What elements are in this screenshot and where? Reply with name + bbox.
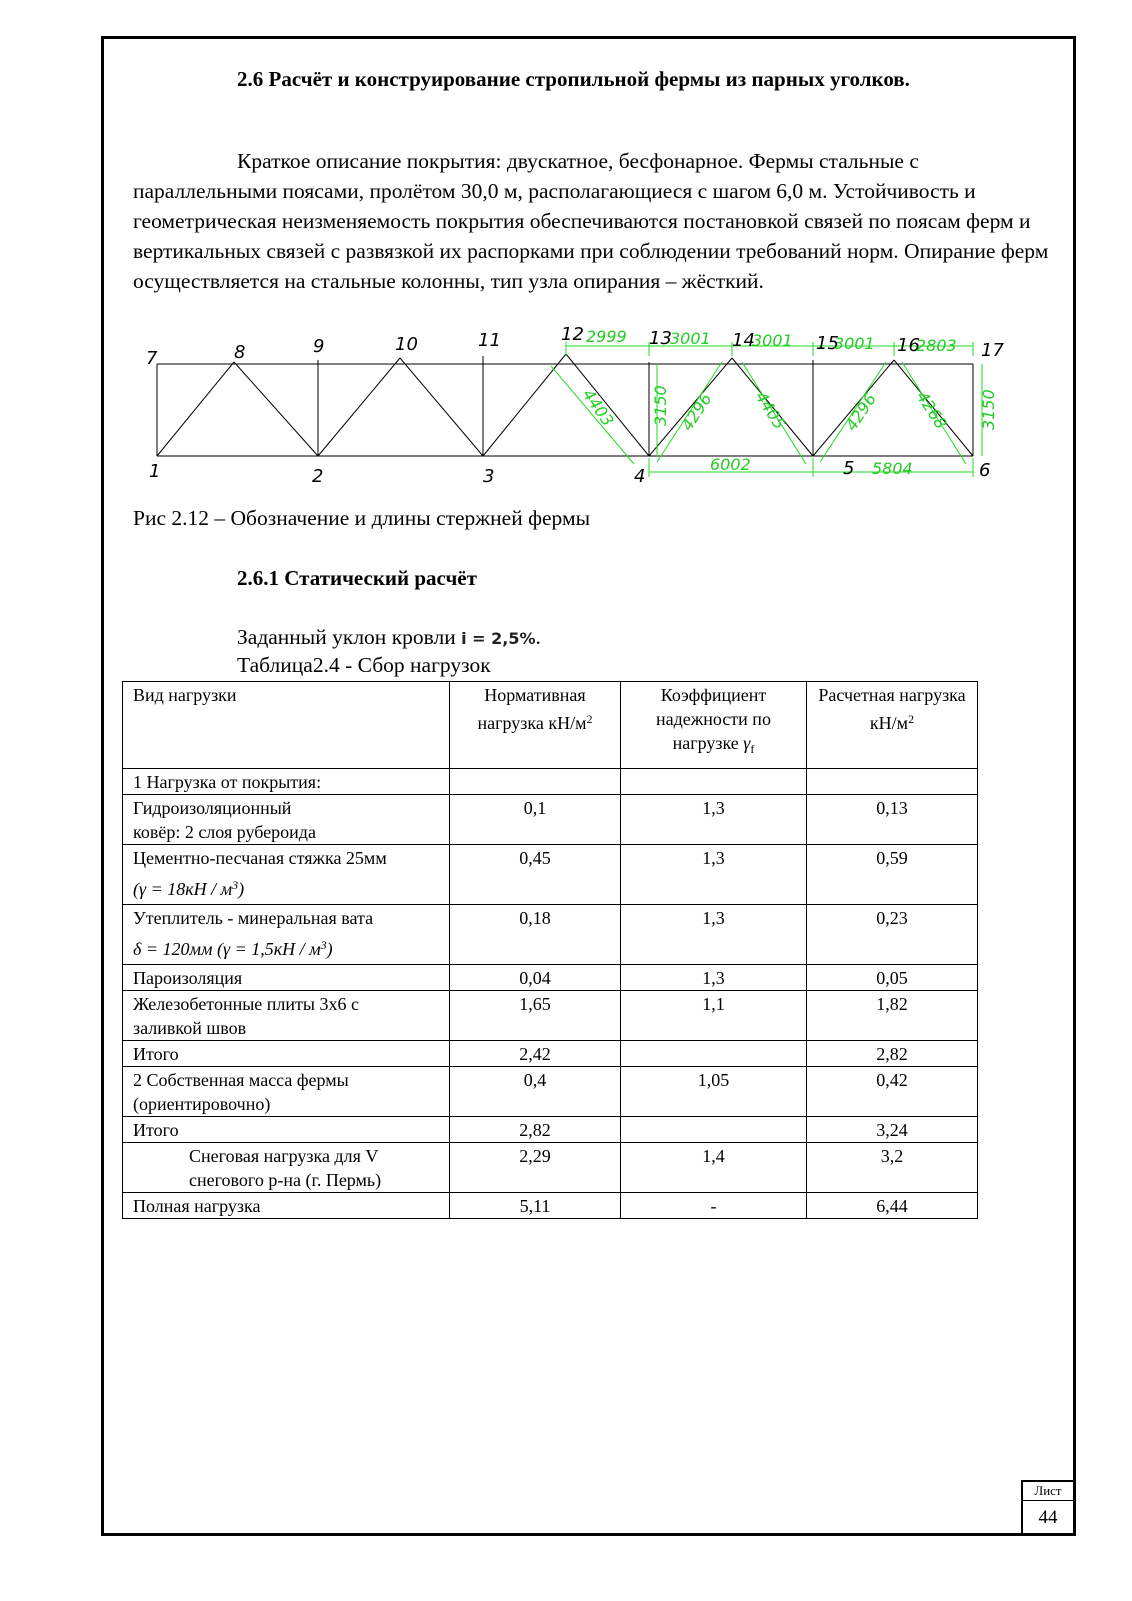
node-label: 6 (979, 460, 991, 481)
node-label: 7 (146, 348, 158, 369)
row-norm: 5,11 (450, 1193, 621, 1219)
node-label: 11 (478, 330, 501, 351)
row-calc: 0,59 (807, 845, 978, 905)
dimension-label: 3001 (670, 329, 711, 348)
row-coef (621, 1117, 807, 1143)
row-coef: 1,3 (621, 845, 807, 905)
node-label: 9 (313, 336, 325, 357)
intro-paragraph: Краткое описание покрытия: двускатное, бесфонарное. Фермы стальные с параллельными поясами, пролётом 30,0 м, располагающиеся с шагом 6,0 м. Устойчивость и геометрическая неизменяемость покрытия обеспечиваются постановкой связей по поясам ферм и вертикальных связей с развязкой их распорками при соблюдении требований норм. Опирание ферм осуществляется на стальные колонны, тип узла опирания – жёсткий. (133, 149, 1049, 293)
slope-text: Заданный уклон кровли (237, 625, 462, 649)
row-coef: 1,05 (621, 1067, 807, 1117)
row-name: Пароизоляция (123, 965, 450, 991)
figure-caption: Рис 2.12 – Обозначение и длины стержней фермы (133, 506, 591, 530)
row-name: Гидроизоляционный ковёр: 2 слоя рубероида (123, 795, 450, 845)
dimension-label: 4296 (677, 389, 716, 435)
table-row (123, 1117, 978, 1143)
table-row (123, 1067, 978, 1117)
node-label: 16 (897, 335, 920, 356)
dimension-label: 6002 (710, 455, 751, 474)
row-name: Снеговая нагрузка для V снегового р-на (г. Пермь) (123, 1143, 450, 1193)
loads-table (122, 681, 978, 1219)
row-norm: 1,65 (450, 991, 621, 1041)
node-label: 13 (649, 328, 672, 349)
row-coef: 1,3 (621, 905, 807, 965)
header-cell: Вид нагрузки (123, 682, 450, 769)
row-name: Итого (123, 1117, 450, 1143)
page-number: 44 (1038, 1507, 1058, 1528)
node-label: 17 (981, 340, 1004, 361)
row-formula: $(\gamma = 18кН / м^3)$ (133, 878, 245, 899)
node-label: 3 (483, 466, 495, 487)
row-name-cell (123, 845, 450, 905)
dimension-label: 4268 (912, 387, 951, 433)
node-label: 2 (312, 466, 324, 487)
sheet-stamp (1021, 1480, 1076, 1536)
truss-diagram (130, 322, 1010, 494)
header-cell: Коэффициент надежности по нагрузке $\gamma_f$ (621, 682, 807, 769)
row-norm: 0,45 (450, 845, 621, 905)
node-label: 12 (561, 324, 584, 345)
row-name: Цементно-песчаная стяжка 25мм (133, 848, 387, 868)
sheet-label: Лист (1023, 1482, 1073, 1501)
dimension-label: 2999 (586, 327, 627, 346)
node-label: 4 (634, 466, 646, 487)
dimension-label: 3001 (752, 331, 793, 350)
section-title: 2.6 Расчёт и конструирование стропильной фермы из парных уголков. (237, 67, 910, 91)
row-norm (450, 769, 621, 795)
dimension-label: 2803 (916, 336, 957, 355)
row-calc: 0,23 (807, 905, 978, 965)
header-cell: Расчетная нагрузка $кН/м^2$ (807, 682, 978, 769)
node-label: 5 (843, 458, 855, 479)
row-calc: 0,13 (807, 795, 978, 845)
row-name: Итого (123, 1041, 450, 1067)
row-calc: 3,24 (807, 1117, 978, 1143)
row-norm: 2,82 (450, 1117, 621, 1143)
row-name: 1 Нагрузка от покрытия: (123, 769, 450, 795)
table-row (123, 965, 978, 991)
subsection-title: 2.6.1 Статический расчёт (237, 566, 477, 590)
header-cell: Нормативная нагрузка $кН/м^2$ (450, 682, 621, 769)
row-name: Утеплитель - минеральная вата (133, 908, 374, 928)
dimension-label: 3150 (651, 385, 670, 426)
row-coef (621, 769, 807, 795)
slope-end: . (535, 625, 541, 649)
table-row (123, 845, 978, 905)
row-calc (807, 769, 978, 795)
slope-line (237, 623, 541, 653)
dimension-label: 3001 (834, 334, 875, 353)
node-label: 10 (395, 334, 418, 355)
table-row (123, 905, 978, 965)
dimension-label: 3150 (979, 389, 998, 430)
row-calc: 2,82 (807, 1041, 978, 1067)
row-calc: 1,82 (807, 991, 978, 1041)
truss-members (157, 354, 973, 456)
row-name: 2 Собственная масса фермы (ориентировочно) (123, 1067, 450, 1117)
table-caption: Таблица2.4 - Сбор нагрузок (237, 653, 491, 677)
row-coef: 1,3 (621, 965, 807, 991)
slope-formula: i = 2,5% (461, 629, 536, 648)
table-row (123, 795, 978, 845)
node-label: 8 (234, 342, 246, 363)
row-calc: 0,42 (807, 1067, 978, 1117)
row-calc: 3,2 (807, 1143, 978, 1193)
row-name: Полная нагрузка (123, 1193, 450, 1219)
table-row (123, 1041, 978, 1067)
row-formula: δ = 120мм $(\gamma = 1,5кН / м^3)$ (133, 938, 333, 959)
node-label: 15 (816, 333, 839, 354)
table-row (123, 769, 978, 795)
row-coef: 1,1 (621, 991, 807, 1041)
row-norm: 0,4 (450, 1067, 621, 1117)
row-coef: 1,3 (621, 795, 807, 845)
row-norm: 0,04 (450, 965, 621, 991)
table-row (123, 991, 978, 1041)
table-header-row (123, 682, 978, 769)
dimension-label: 5804 (872, 459, 913, 478)
dimension-label: 4296 (841, 389, 881, 435)
dimension-label: 4405 (751, 388, 790, 433)
row-name: Железобетонные плиты 3х6 с заливкой швов (123, 991, 450, 1041)
table-row (123, 1143, 978, 1193)
node-label: 1 (149, 461, 161, 482)
row-calc: 6,44 (807, 1193, 978, 1219)
row-norm: 2,29 (450, 1143, 621, 1193)
node-label: 14 (732, 330, 755, 351)
row-calc: 0,05 (807, 965, 978, 991)
row-norm: 0,1 (450, 795, 621, 845)
row-coef (621, 1041, 807, 1067)
row-coef: - (621, 1193, 807, 1219)
row-name-cell (123, 905, 450, 965)
dimension-labels (579, 327, 998, 478)
dimension-label: 4403 (578, 385, 618, 430)
row-coef: 1,4 (621, 1143, 807, 1193)
table-row (123, 1193, 978, 1219)
row-norm: 0,18 (450, 905, 621, 965)
row-norm: 2,42 (450, 1041, 621, 1067)
